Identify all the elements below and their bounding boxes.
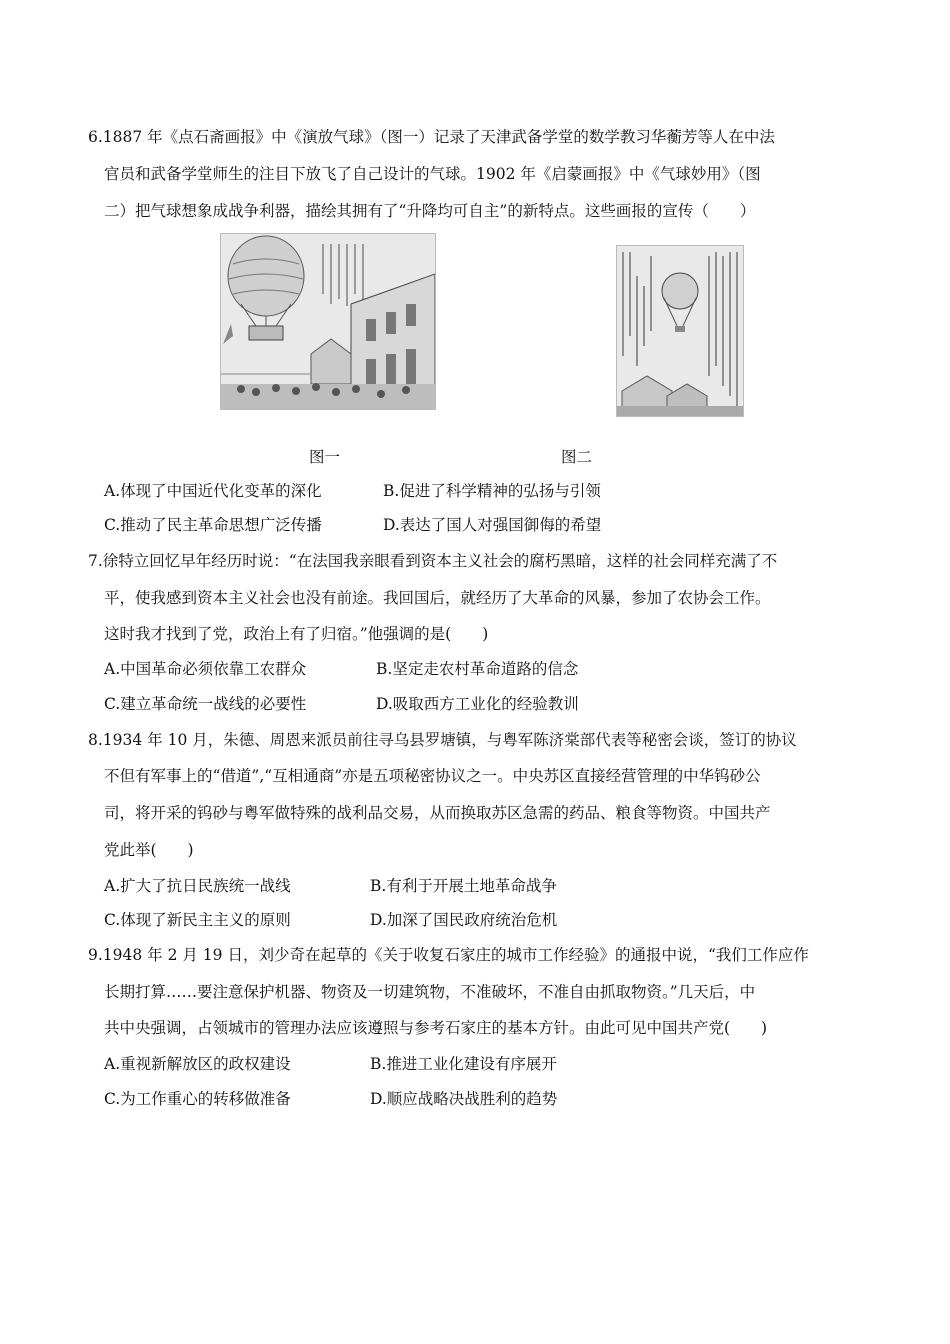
- q7-line-1: 7.徐特立回忆早年经历时说：“在法国我亲眼看到资本主义社会的腐朽黑暗，这样的社会同样充满了不: [88, 552, 778, 570]
- q8-option-a[interactable]: A.扩大了抗日民族统一战线: [104, 877, 291, 895]
- q9-option-c[interactable]: C.为工作重心的转移做准备: [104, 1090, 291, 1108]
- q8-option-c[interactable]: C.体现了新民主主义的原则: [104, 911, 291, 929]
- figure-1-balloon-illustration: [220, 233, 436, 410]
- q8-line-3: 司，将开采的钨砂与粤军做特殊的战利品交易，从而换取苏区急需的药品、粮食等物资。中国共产: [104, 804, 771, 822]
- q9-option-b[interactable]: B.推进工业化建设有序展开: [370, 1055, 557, 1073]
- q8-option-b[interactable]: B.有利于开展土地革命战争: [370, 877, 557, 895]
- q7-line-2: 平，使我感到资本主义社会也没有前途。我回国后，就经历了大革命的风暴，参加了农协会工作。: [104, 589, 771, 607]
- q9-option-d[interactable]: D.顺应战略决战胜利的趋势: [370, 1090, 558, 1108]
- q7-option-d[interactable]: D.吸取西方工业化的经验教训: [376, 695, 579, 713]
- q9-line-2: 长期打算……要注意保护机器、物资及一切建筑物，不准破坏，不准自由抓取物资。”几天后，中: [104, 983, 756, 1001]
- figure-2-caption: 图二: [561, 448, 593, 466]
- q6-option-a[interactable]: A.体现了中国近代化变革的深化: [104, 482, 322, 500]
- q6-line-1: 6.1887 年《点石斋画报》中《演放气球》（图一）记录了天津武备学堂的数学教习华蘅芳等人在中法: [88, 128, 775, 146]
- q6-line-2: 官员和武备学堂师生的注目下放飞了自己设计的气球。1902 年《启蒙画报》中《气球妙用》（图: [104, 165, 761, 183]
- q6-option-d[interactable]: D.表达了国人对强国御侮的希望: [383, 516, 602, 534]
- figure-1-caption: 图一: [309, 448, 341, 466]
- q9-line-1: 9.1948 年 2 月 19 日，刘少奇在起草的《关于收复石家庄的城市工作经验》的通报中说，“我们工作应作: [88, 946, 809, 964]
- q7-option-a[interactable]: A.中国革命必须依靠工农群众: [104, 660, 307, 678]
- q8-line-2: 不但有军事上的“借道”,“互相通商”亦是五项秘密协议之一。中央苏区直接经营管理的中华钨砂公: [104, 767, 761, 785]
- q6-option-c[interactable]: C.推动了民主革命思想广泛传播: [104, 516, 322, 534]
- figure-2-balloon-war-illustration: [616, 245, 744, 417]
- q7-line-3: 这时我才找到了党，政治上有了归宿。”他强调的是( ): [104, 625, 489, 643]
- q9-line-3: 共中央强调，占领城市的管理办法应该遵照与参考石家庄的基本方针。由此可见中国共产党( ): [104, 1019, 768, 1037]
- q8-option-d[interactable]: D.加深了国民政府统治危机: [370, 911, 558, 929]
- q6-line-3: 二）把气球想象成战争利器，描绘其拥有了“升降均可自主”的新特点。这些画报的宣传（ ）: [104, 202, 756, 220]
- q7-option-b[interactable]: B.坚定走农村革命道路的信念: [376, 660, 579, 678]
- q6-option-b[interactable]: B.促进了科学精神的弘扬与引领: [383, 482, 601, 500]
- q7-option-c[interactable]: C.建立革命统一战线的必要性: [104, 695, 307, 713]
- q8-line-4: 党此举( ): [104, 841, 194, 859]
- q9-option-a[interactable]: A.重视新解放区的政权建设: [104, 1055, 291, 1073]
- q8-line-1: 8.1934 年 10 月，朱德、周恩来派员前往寻乌县罗塘镇，与粤军陈济棠部代表等秘密会谈，签订的协议: [88, 731, 797, 749]
